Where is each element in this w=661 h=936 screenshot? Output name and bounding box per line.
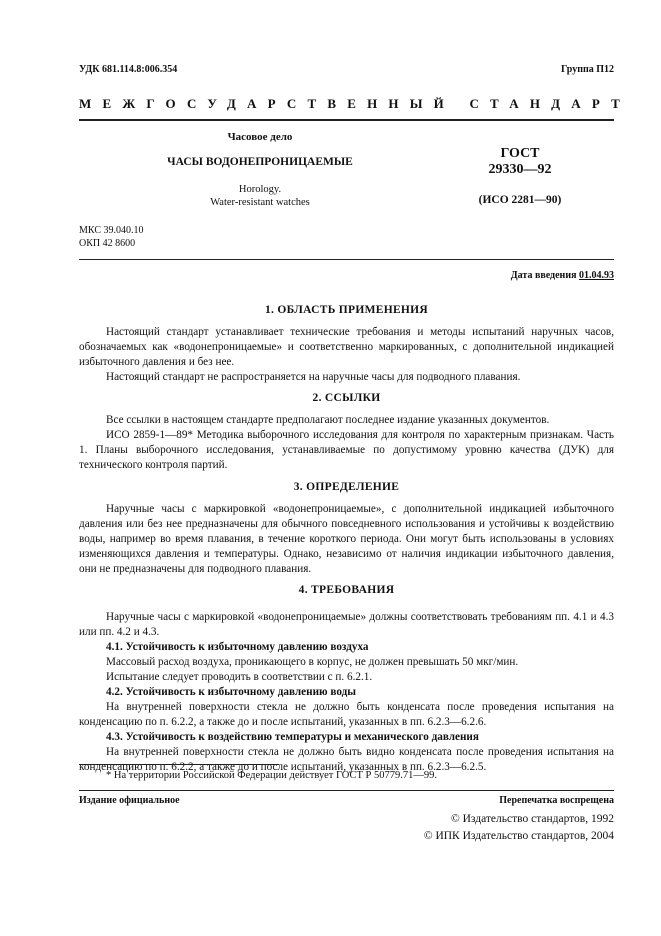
section-1-body — [79, 325, 614, 385]
date-introduction-value: 01.04.93 — [579, 270, 614, 281]
title-block-divider — [79, 259, 614, 260]
reprint-prohibited-label: Перепечатка воспрещена — [499, 795, 614, 806]
subsection-4-2-heading: 4.2. Устойчивость к избыточному давлению воды — [106, 686, 356, 698]
official-edition-label: Издание официальное — [79, 795, 180, 806]
section-3-body — [79, 502, 614, 577]
footnote: * На территории Российской Федерации действует ГОСТ Р 50779.71—99. — [106, 770, 437, 781]
iso-reference: (ИСО 2281—90) — [478, 194, 562, 206]
section-4-body — [79, 610, 614, 775]
date-introduction — [511, 270, 614, 281]
subsection-4-3-paragraph: На внутренней поверхности стекла не должно быть видно конденсата после проведения испытания на конденсацию по п. 6.2.2, а также до и после испытаний, указанных в пп. 6.2.3—6.2.5. — [79, 746, 614, 773]
header-row — [79, 64, 614, 78]
subsection-4-2-paragraph: На внутренней поверхности стекла не должно быть конденсата после проведения испытания на конденсацию по п. 6.2.2, а также до и после испытаний, указанных в пп. 6.2.3—6.2.6. — [79, 701, 614, 728]
section-4-paragraph-1: Наручные часы с маркировкой «водонепроницаемые» должны соответствовать требованиям пп. 4.1 и 4.3 или пп. 4.2 и 4.3. — [79, 611, 614, 638]
subsection-4-1-heading: 4.1. Устойчивость к избыточному давлению воздуха — [106, 641, 369, 653]
section-3-paragraph-1: Наручные часы с маркировкой «водонепроницаемые», с дополнительной индикацией избыточного давления или без нее предназначены для обычного повседневного использования и устойчивы к воздействию воды, например во время плавания, в течение короткого периода. Они могут быть использованы в условиях изменяющихся давления и температуры. Однако, независимо от наличия индикации избыточного давления, они не предназначены для подводного плавания. — [79, 503, 614, 575]
udk-code: УДК 681.114.8:006.354 — [79, 64, 178, 75]
interstate-standard-heading: МЕЖГОСУДАРСТВЕННЫЙ СТАНДАРТ — [79, 96, 632, 111]
section-2-paragraph-2: ИСО 2859-1—89* Методика выборочного исследования для контроля по характерным признакам. Часть 1. Планы выборочного исследования, устанавливаемые по допустимому уровню качества (ДУК) для технического контроля партий. — [79, 429, 614, 471]
section-1-title: 1. ОБЛАСТЬ ПРИМЕНЕНИЯ — [264, 304, 429, 316]
section-2-body — [79, 413, 614, 473]
gost-number: 29330—92 — [488, 162, 552, 177]
title-english-line2: Water-resistant watches — [210, 197, 310, 208]
title-english-line1: Horology. — [238, 184, 282, 195]
section-1-paragraph-2: Настоящий стандарт не распространяется на наручные часы для подводного плавания. — [106, 371, 521, 383]
copyright-1992: © Издательство стандартов, 1992 — [450, 813, 614, 825]
footer-divider — [79, 790, 614, 791]
section-1-paragraph-1: Настоящий стандарт устанавливает технические требования и методы испытаний наручных часов, обозначаемых как «водонепроницаемые» и соответственно маркированных, с дополнительной индикацией избыточного давления и без нее. — [79, 326, 614, 368]
section-3-title: 3. ОПРЕДЕЛЕНИЕ — [293, 481, 400, 493]
section-4-title: 4. ТРЕБОВАНИЯ — [298, 584, 395, 596]
gost-label: ГОСТ — [500, 146, 540, 161]
header-divider — [79, 119, 614, 121]
section-2-paragraph-1: Все ссылки в настоящем стандарте предполагают последнее издание указанных документов. — [106, 414, 550, 426]
group-code: Группа П12 — [561, 64, 614, 75]
subsection-4-1-paragraph-2: Испытание следует проводить в соответствии с п. 6.2.1. — [106, 671, 373, 683]
document-title: ЧАСЫ ВОДОНЕПРОНИЦАЕМЫЕ — [167, 156, 353, 168]
subsection-4-3-heading: 4.3. Устойчивость к воздействию температуры и механического давления — [106, 731, 479, 743]
footnote-divider — [79, 764, 279, 765]
mks-code: МКС 39.040.10 — [79, 225, 144, 236]
section-2-title: 2. ССЫЛКИ — [312, 392, 381, 404]
subject-label: Часовое дело — [227, 131, 293, 143]
subsection-4-1-paragraph-1: Массовый расход воздуха, проникающего в корпус, не должен превышать 50 мкг/мин. — [106, 656, 519, 668]
okp-code: ОКП 42 8600 — [79, 238, 136, 249]
copyright-2004: © ИПК Издательство стандартов, 2004 — [423, 830, 614, 842]
date-introduction-label: Дата введения — [510, 270, 577, 281]
